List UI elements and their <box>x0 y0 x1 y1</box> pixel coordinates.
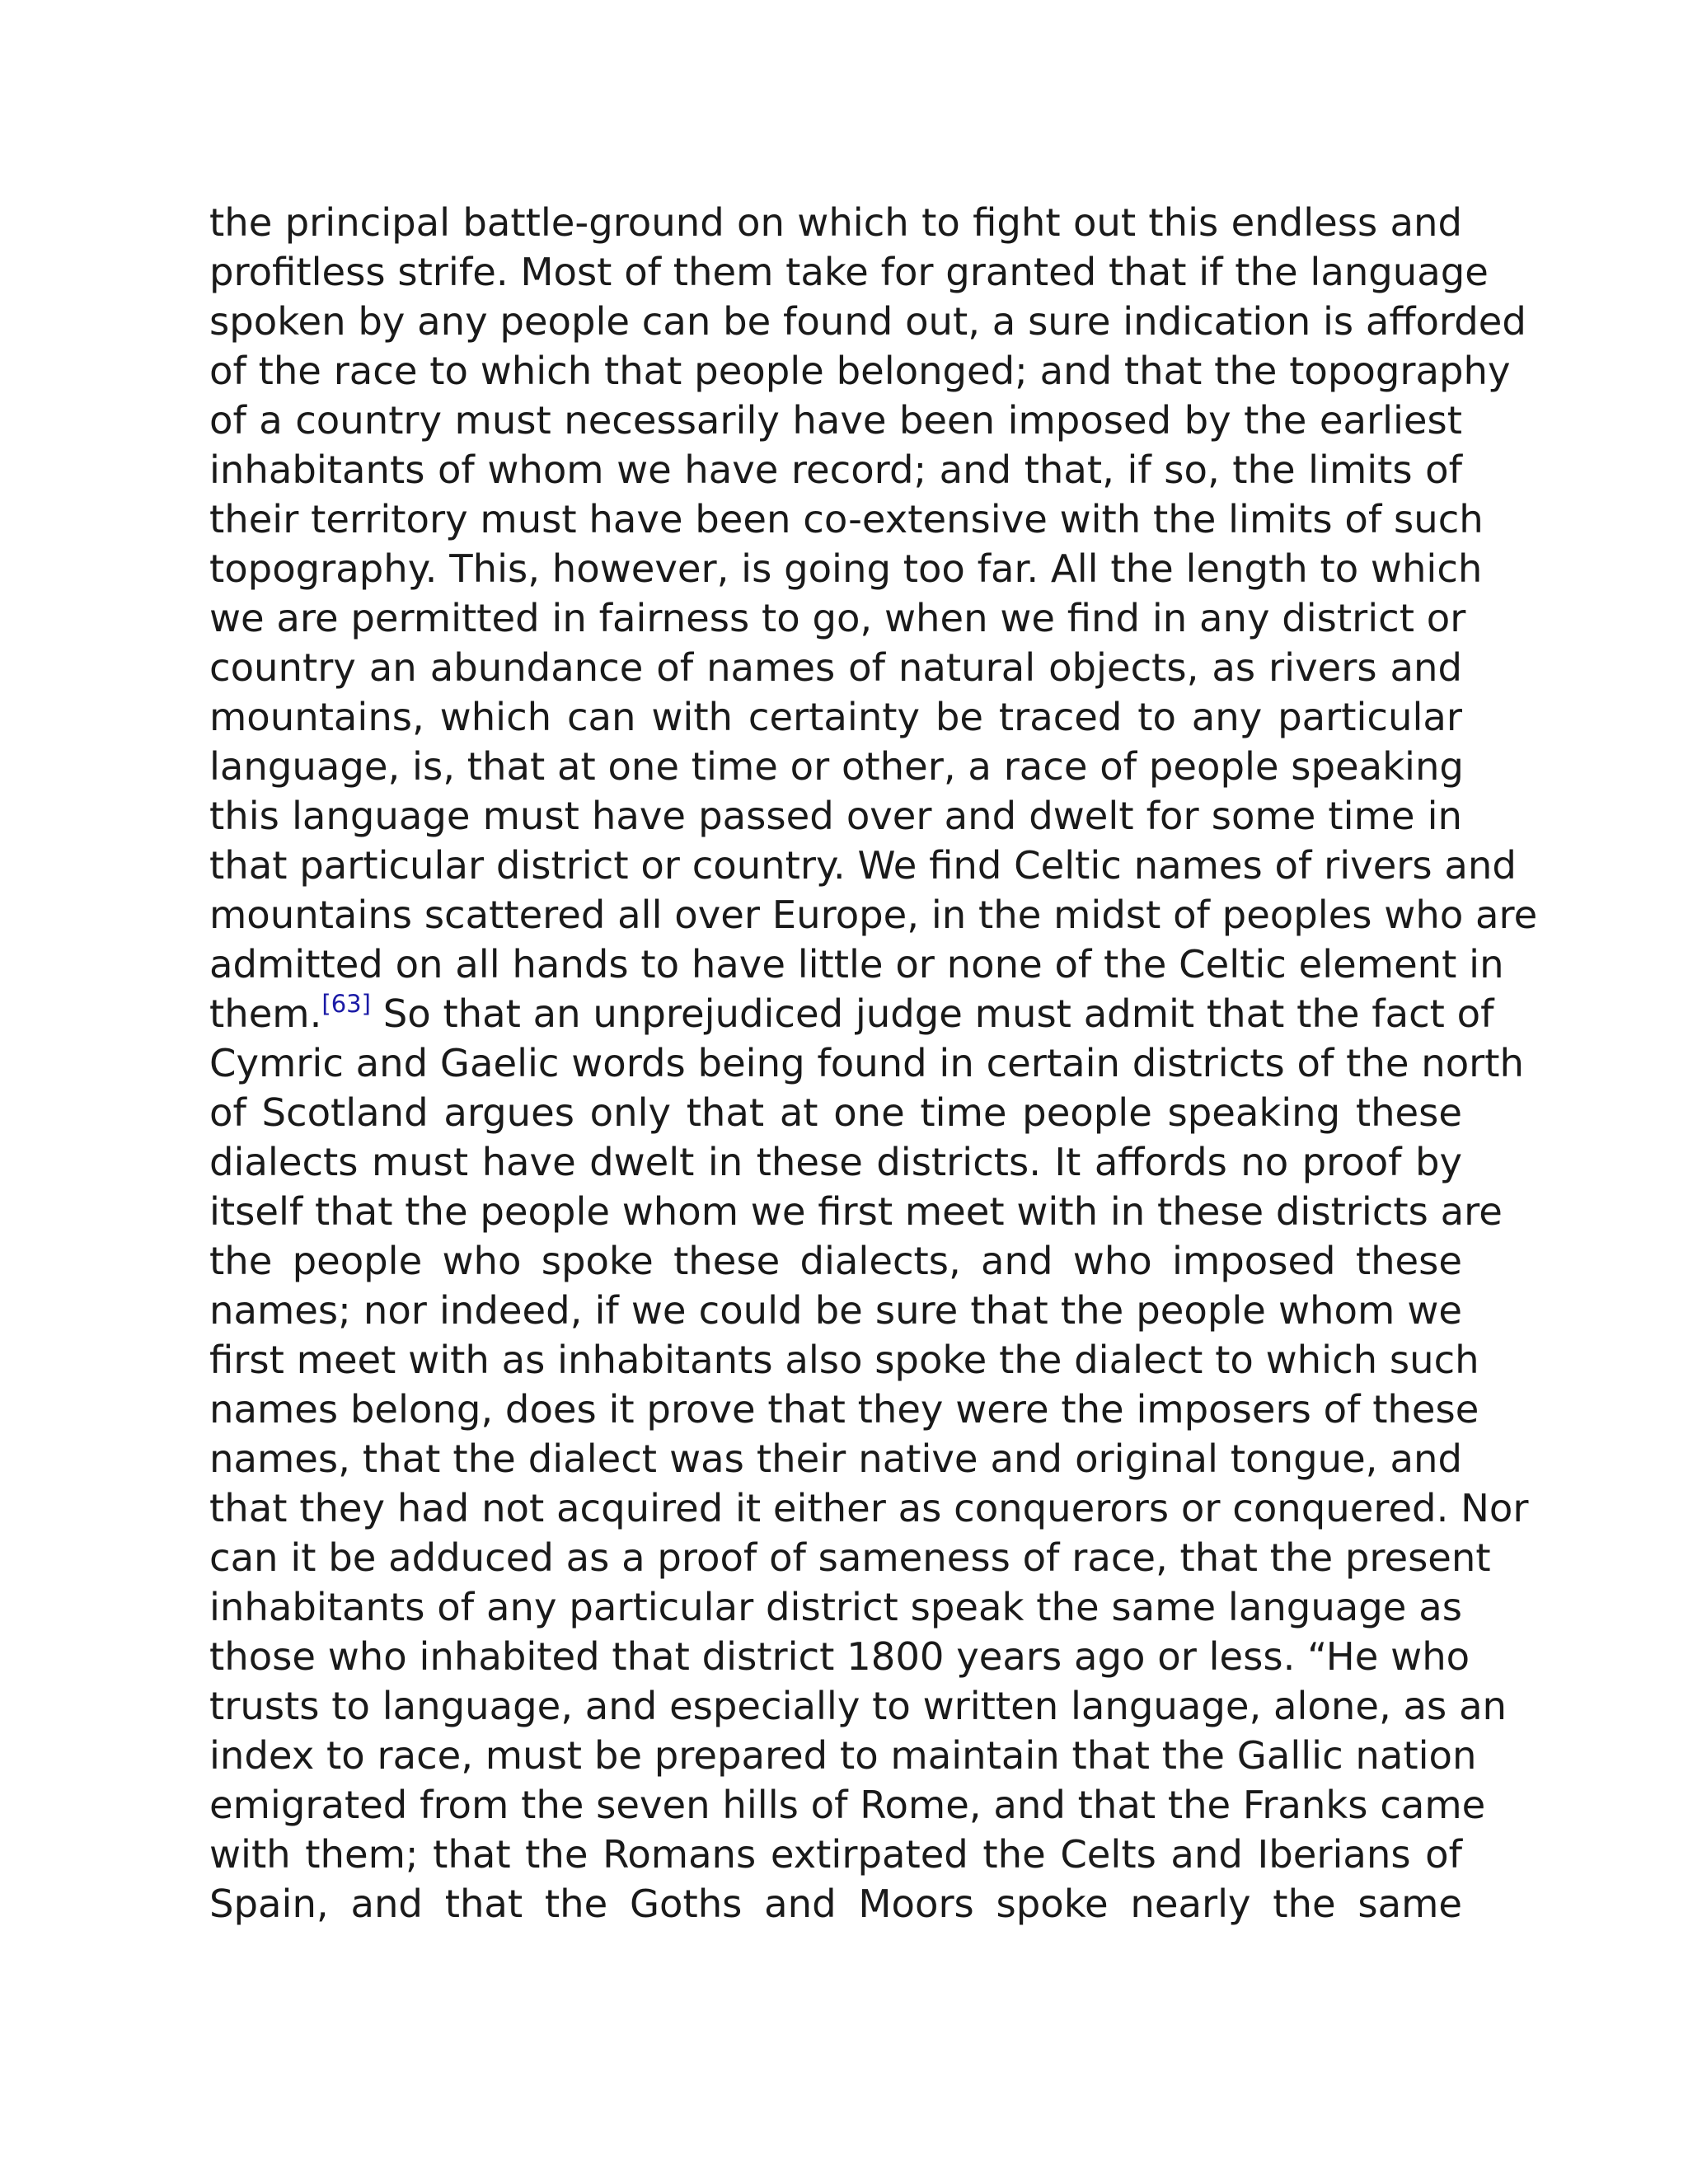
text-line: mountains scattered all over Europe, in the midst of peoples who are <box>209 893 1538 937</box>
text-segment: them. <box>209 991 322 1036</box>
text-segment: So that an unprejudiced judge must admit that the fact of <box>370 991 1494 1036</box>
text-line: their territory must have been co-extensive with the limits of such <box>209 497 1484 541</box>
text-line: the people who spoke these dialects, and who imposed these <box>209 1239 1462 1283</box>
text-line: of the race to which that people belonged; and that the topography <box>209 349 1511 393</box>
text-line: can it be adduced as a proof of sameness of race, that the present <box>209 1535 1491 1580</box>
text-line: with them; that the Romans extirpated the Celts and Iberians of <box>209 1832 1462 1877</box>
body-paragraph <box>209 198 1538 1929</box>
text-line: spoken by any people can be found out, a sure indication is afforded <box>209 299 1526 344</box>
text-line: itself that the people whom we first meet with in these districts are <box>209 1189 1503 1234</box>
text-line: names; nor indeed, if we could be sure that the people whom we <box>209 1288 1462 1333</box>
text-line: first meet with as inhabitants also spoke the dialect to which such <box>209 1338 1479 1382</box>
text-line: admitted on all hands to have little or none of the Celtic element in <box>209 942 1504 987</box>
text-line: we are permitted in fairness to go, when we find in any district or <box>209 596 1466 640</box>
text-line: dialects must have dwelt in these districts. It affords no proof by <box>209 1140 1462 1184</box>
text-line: that they had not acquired it either as conquerors or conquered. Nor <box>209 1486 1529 1530</box>
text-line: language, is, that at one time or other, a race of people speaking <box>209 744 1464 789</box>
text-line: mountains, which can with certainty be traced to any particular <box>209 695 1462 739</box>
text-line: index to race, must be prepared to maintain that the Gallic nation <box>209 1733 1477 1778</box>
text-line: Cymric and Gaelic words being found in certain districts of the north <box>209 1041 1524 1085</box>
text-line: of Scotland argues only that at one time people speaking these <box>209 1090 1462 1135</box>
text-line: Spain, and that the Goths and Moors spoke nearly the same <box>209 1882 1462 1926</box>
text-line: the principal battle-ground on which to fight out this endless and <box>209 200 1462 245</box>
text-line: emigrated from the seven hills of Rome, and that the Franks came <box>209 1783 1486 1827</box>
footnote-link[interactable]: [63] <box>321 990 371 1018</box>
text-line: inhabitants of any particular district speak the same language as <box>209 1585 1462 1629</box>
text-line: those who inhabited that district 1800 years ago or less. “He who <box>209 1634 1470 1679</box>
text-line: names belong, does it prove that they were the imposers of these <box>209 1387 1479 1432</box>
text-line-with-footnote <box>209 989 1494 1038</box>
text-line: country an abundance of names of natural objects, as rivers and <box>209 645 1462 690</box>
text-line: names, that the dialect was their native and original tongue, and <box>209 1436 1462 1481</box>
text-line: profitless strife. Most of them take for granted that if the language <box>209 250 1489 294</box>
page-body <box>209 198 1538 1929</box>
text-line: trusts to language, and especially to written language, alone, as an <box>209 1684 1507 1728</box>
text-line: of a country must necessarily have been imposed by the earliest <box>209 398 1462 443</box>
text-line: that particular district or country. We find Celtic names of rivers and <box>209 843 1517 888</box>
text-line: inhabitants of whom we have record; and that, if so, the limits of <box>209 448 1462 492</box>
text-line: topography. This, however, is going too far. All the length to which <box>209 546 1483 591</box>
text-line: this language must have passed over and dwelt for some time in <box>209 794 1462 838</box>
